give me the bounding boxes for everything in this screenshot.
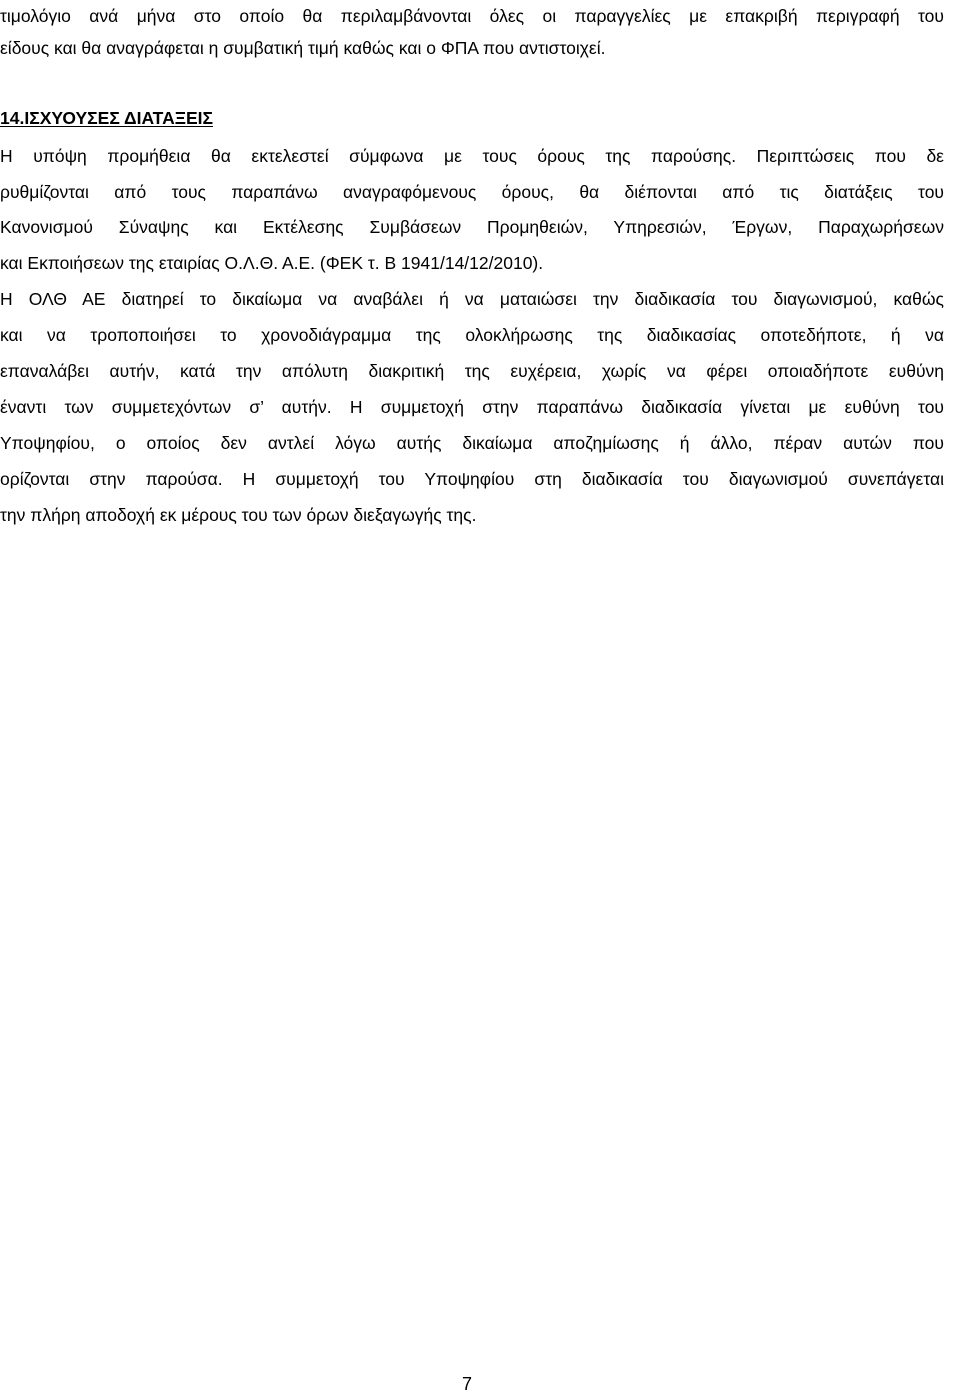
body-text-line: Υποψηφίου, ο οποίος δεν αντλεί λόγω αυτής δικαίωμα αποζημίωσης ή άλλο, πέραν αυτών που bbox=[0, 433, 944, 453]
body-text-line: ορίζονται στην παρούσα. Η συμμετοχή του Υποψηφίου στη διαδικασία του διαγωνισμού συνεπάγεται bbox=[0, 469, 944, 489]
body-text-line: και να τροποποιήσει το χρονοδιάγραμμα της ολοκλήρωσης της διαδικασίας οποτεδήποτε, ή να bbox=[0, 325, 944, 345]
body-text-line: την πλήρη αποδοχή εκ μέρους του των όρων διεξαγωγής της. bbox=[0, 505, 477, 525]
body-text-line: Η υπόψη προμήθεια θα εκτελεστεί σύμφωνα με τους όρους της παρούσης. Περιπτώσεις που δε bbox=[0, 146, 944, 166]
body-text-line: Κανονισμού Σύναψης και Εκτέλεσης Συμβάσεων Προμηθειών, Υπηρεσιών, Έργων, Παραχωρήσεων bbox=[0, 217, 944, 237]
body-text-line: επαναλάβει αυτήν, κατά την απόλυτη διακριτική της ευχέρεια, χωρίς να φέρει οποιαδήποτε ευθύνη bbox=[0, 361, 944, 381]
body-text-line: έναντι των συμμετεχόντων σ’ αυτήν. Η συμμετοχή στην παραπάνω διαδικασία γίνεται με ευθύνη του bbox=[0, 397, 944, 417]
page-number: 7 bbox=[462, 1374, 473, 1394]
body-text-line: και Εκποιήσεων της εταιρίας Ο.Λ.Θ. Α.Ε. (ΦΕΚ τ. Β 1941/14/12/2010). bbox=[0, 253, 544, 273]
body-text-line: ρυθμίζονται από τους παραπάνω αναγραφόμενους όρους, θα διέπονται από τις διατάξεις του bbox=[0, 182, 944, 202]
section-heading: 14.ΙΣΧΥΟΥΣΕΣ ΔΙΑΤΑΞΕΙΣ bbox=[0, 108, 214, 128]
body-text-line: τιμολόγιο ανά μήνα στο οποίο θα περιλαμβάνονται όλες οι παραγγελίες με επακριβή περιγραφή του bbox=[0, 6, 944, 26]
body-text-line: Η ΟΛΘ ΑΕ διατηρεί το δικαίωμα να αναβάλει ή να ματαιώσει την διαδικασία του διαγωνισμού, καθώς bbox=[0, 289, 944, 309]
body-text-line: είδους και θα αναγράφεται η συμβατική τιμή καθώς και ο ΦΠΑ που αντιστοιχεί. bbox=[0, 38, 606, 58]
